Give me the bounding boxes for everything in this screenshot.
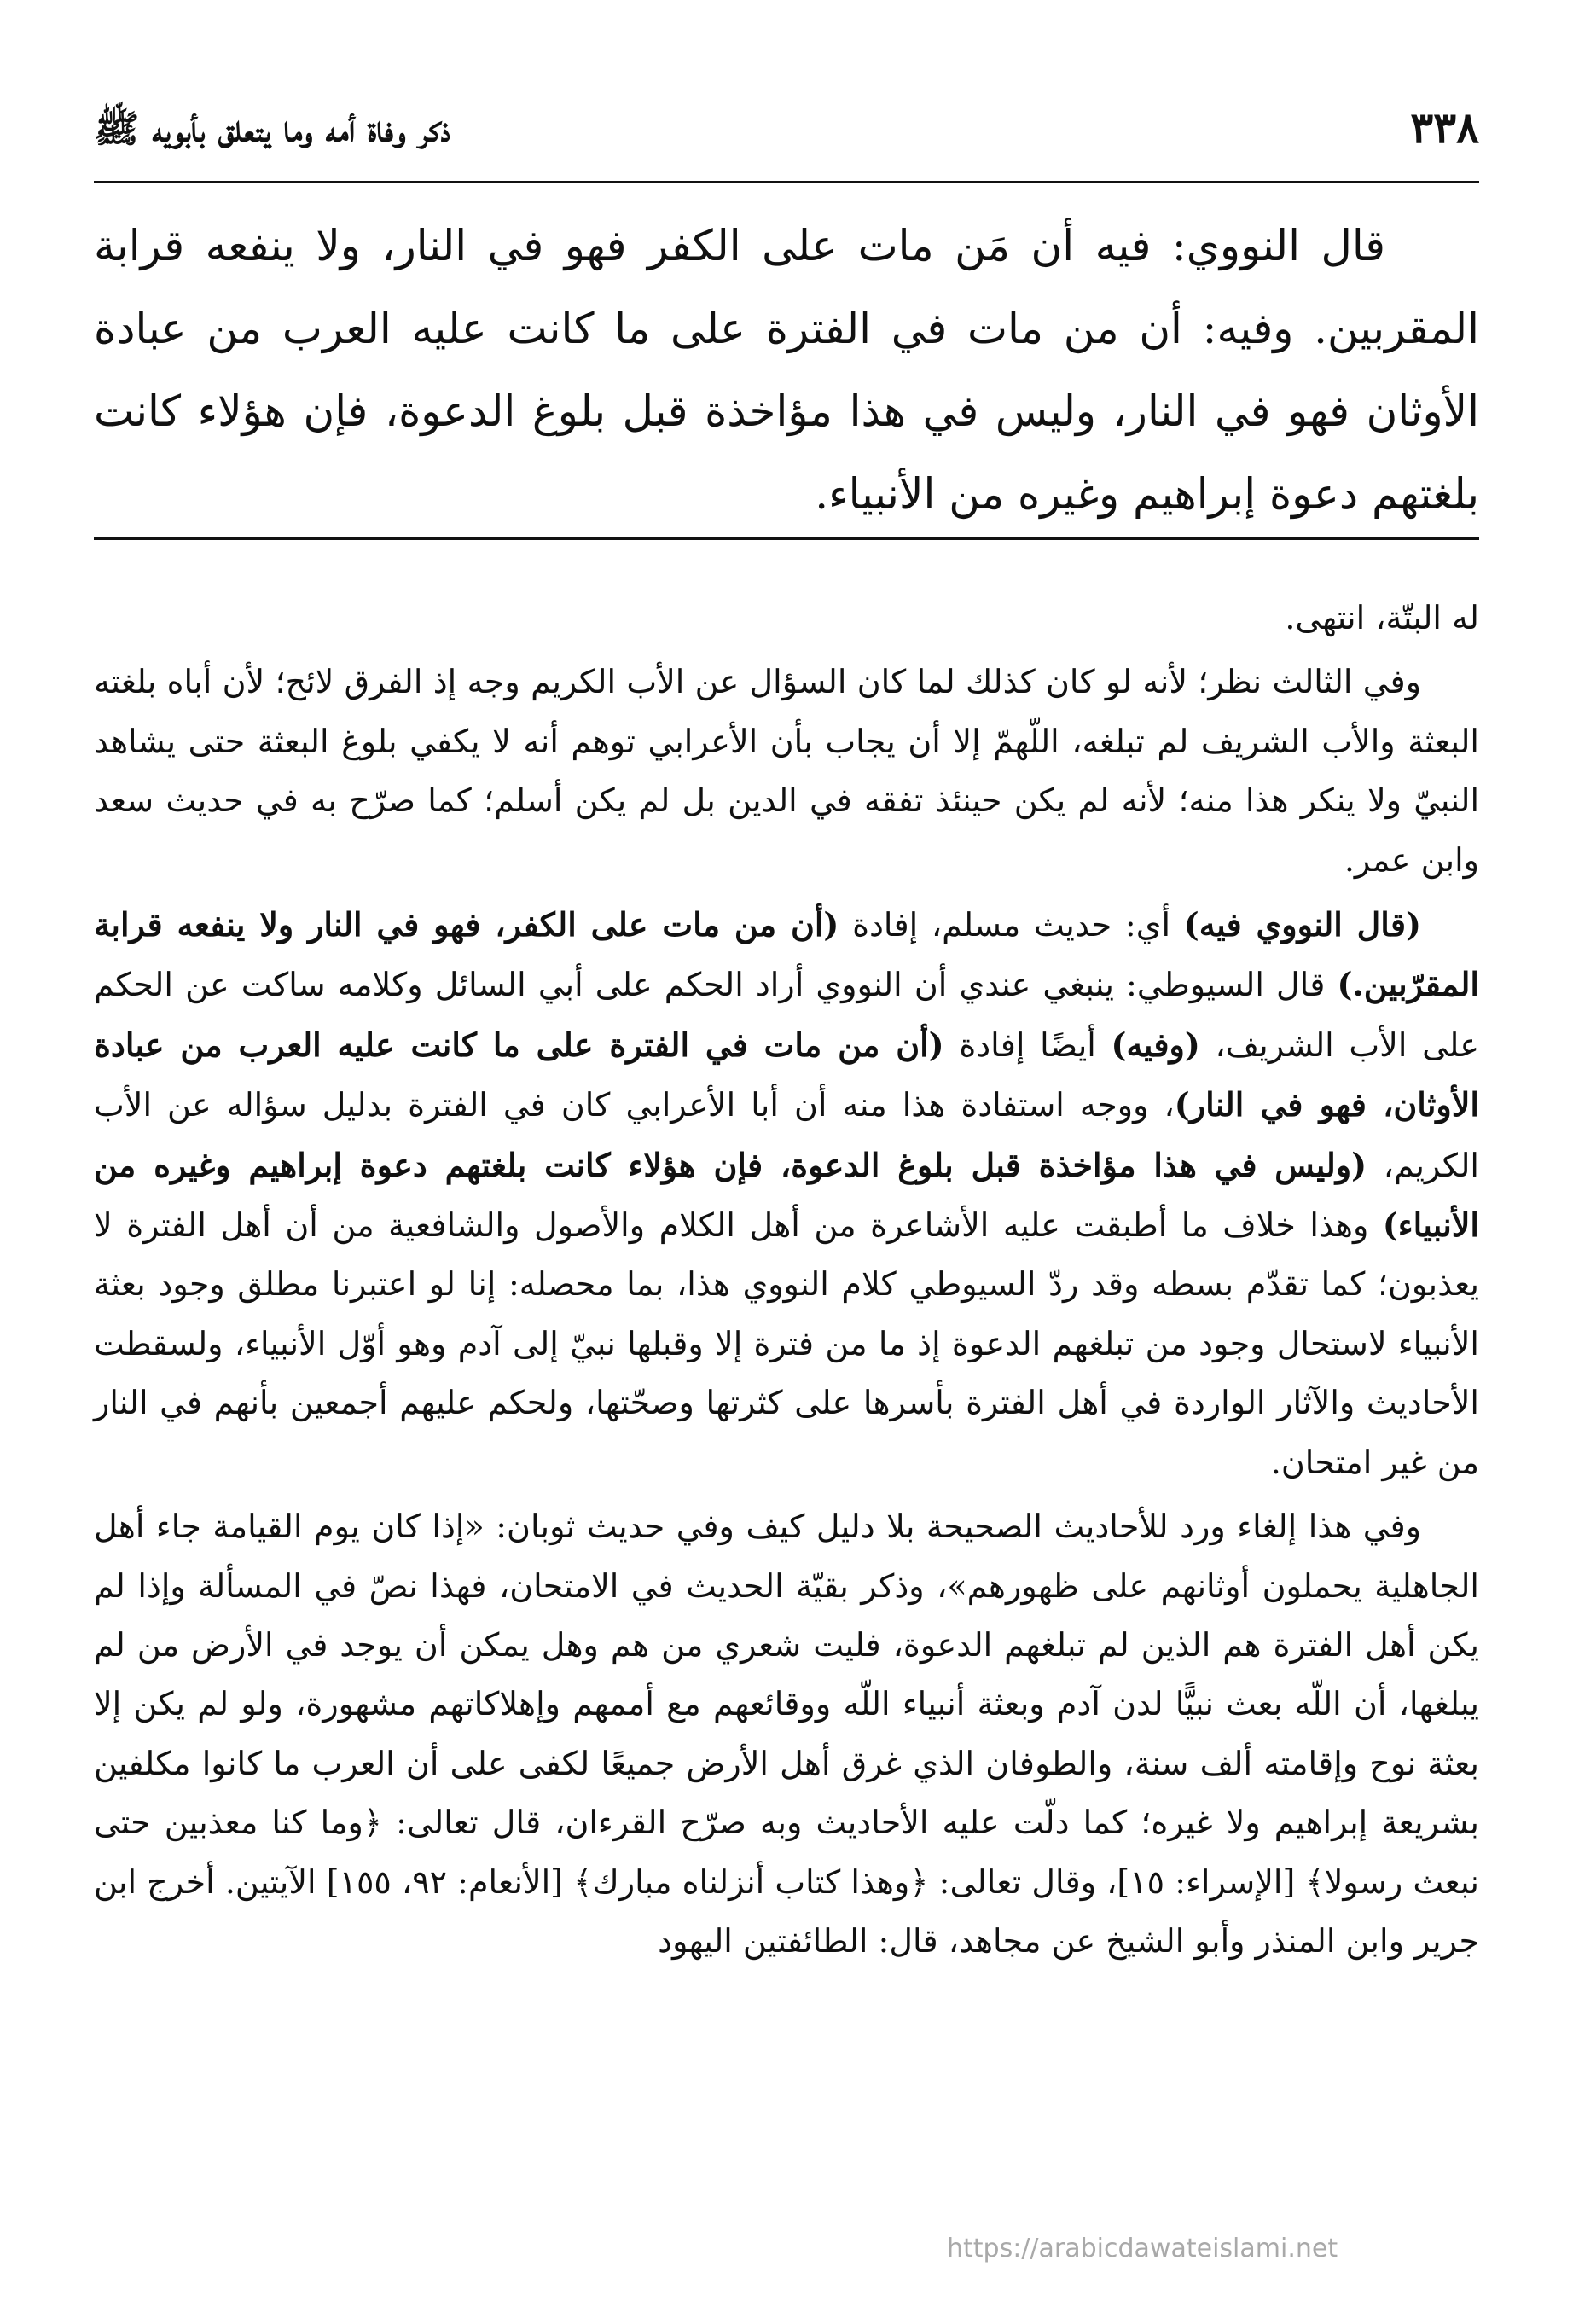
book-page xyxy=(94,0,1479,2324)
commentary-paragraph-2: وفي الثالث نظر؛ لأنه لو كان كذلك لما كان السؤال عن الأب الكريم وجه إذ الفرق لائح؛ لأن أباه بلغته البعثة والأب الشريف لم تبلغه، اللّهمّ إلا أن يجاب بأن الأعرابي توهم أنه لا يكفي بلوغ البعثة حتى يشاهد النبيّ ولا ينكر هذا منه؛ لأنه لم يكن حينئذ تفقه في الدين بل لم يكن أسلم؛ كما صرّح به في حديث سعد وابن عمر. xyxy=(94,663,1479,879)
commentary-paragraph-3 xyxy=(94,895,1479,1492)
page-header xyxy=(94,102,1479,171)
main-text xyxy=(94,205,1479,536)
quoted-text: (أن من مات على الكفر، فهو في النار ولا ينفعه قرابة المقرّبين.) xyxy=(94,905,1479,1004)
quoted-text: (أن من مات في الفترة على ما كانت عليه العرب من عبادة الأوثان، فهو في النار) xyxy=(94,1025,1479,1124)
commentary xyxy=(94,589,1479,1976)
header-rule xyxy=(94,181,1479,183)
commentary-paragraph-1: له البتّة، انتهى. xyxy=(1285,599,1479,636)
running-title: ذكر وفاة أمه وما يتعلق بأبويه ﷺ xyxy=(94,107,450,151)
quoted-text: (قال النووي فيه) xyxy=(1183,905,1421,944)
quoted-text: (وليس في هذا مؤاخذة قبل بلوغ الدعوة، فإن هؤلاء كانت بلغتهم دعوة إبراهيم وغيره من الأنبياء) xyxy=(94,1145,1479,1245)
commentary-divider xyxy=(94,537,1479,540)
commentary-paragraph-4: وفي هذا إلغاء ورد للأحاديث الصحيحة بلا دليل كيف وفي حديث ثوبان: «إذا كان يوم القيامة جاء أهل الجاهلية يحملون أوثانهم على ظهورهم»، وذكر بقيّة الحديث في الامتحان، فهذا نصّ في المسألة وإذا لم يكن أهل الفترة هم الذين لم تبلغهم الدعوة، فليت شعري من هم وهل يمكن أن يوجد في الأرض من لم يبلغها، أن اللّه بعث نبيًّا لدن آدم وبعثة أنبياء اللّه ووقائعهم مع أممهم وإهلاكاتهم مشهورة، ولو لم يكن إلا بعثة نوح وإقامته ألف سنة، والطوفان الذي غرق أهل الأرض جميعًا لكفى على أن العرب ما كانوا مكلفين بشريعة إبراهيم ولا غيره؛ كما دلّت عليه الأحاديث وبه صرّح القرءان، قال تعالى: ﴿وما كنا معذبين حتى نبعث رسولا﴾ [الإسراء: ١٥]، وقال تعالى: ﴿وهذا كتاب أنزلناه مبارك﴾ [الأنعام: ٩٢، ١٥٥] الآيتين. أخرج ابن جرير وابن المنذر وأبو الشيخ عن مجاهد، قال: الطائفتين اليهود xyxy=(94,1508,1480,1960)
commentary-text: ، ووجه استفادة هذا منه أن أبا الأعرابي كان في الفترة بدليل سؤاله عن الأب الكريم، xyxy=(94,1086,1479,1184)
commentary-text: قال السيوطي: ينبغي عندي أن النووي أراد الحكم على أبي السائل وكلامه ساكت عن الحكم على الأب الشريف، xyxy=(94,966,1479,1064)
commentary-text: أي: حديث مسلم، إفادة xyxy=(839,906,1184,944)
main-text-paragraph: قال النووي: فيه أن مَن مات على الكفر فهو في النار، ولا ينفعه قرابة المقربين. وفيه: أن من مات في الفترة على ما كانت عليه العرب من عبادة الأوثان فهو في النار، وليس في هذا مؤاخذة قبل بلوغ الدعوة، فإن هؤلاء كانت بلغتهم دعوة إبراهيم وغيره من الأنبياء. xyxy=(94,221,1479,519)
commentary-text: أيضًا إفادة xyxy=(943,1025,1112,1064)
quoted-text: (وفيه) xyxy=(1111,1025,1200,1064)
watermark-url: https://arabicdawateislami.net xyxy=(947,2234,1338,2263)
commentary-text: وهذا خلاف ما أطبقت عليه الأشاعرة من أهل الكلام والأصول والشافعية من أن أهل الفترة لا يعذبون؛ كما تقدّم بسطه وقد ردّ السيوطي كلام النووي هذا، بما محصله: إنا لو اعتبرنا مطلق وجود بعثة الأنبياء لاستحال وجود من تبلغهم الدعوة إذ ما من فترة إلا وقبلها نبيّ إلى آدم وهو أوّل الأنبياء، ولسقطت الأحاديث والآثار الواردة في أهل الفترة بأسرها على كثرتها وصحّتها، ولحكم عليهم أجمعين بأنهم في النار من غير امتحان. xyxy=(94,1206,1479,1481)
page-number: ٣٣٨ xyxy=(1410,102,1479,153)
